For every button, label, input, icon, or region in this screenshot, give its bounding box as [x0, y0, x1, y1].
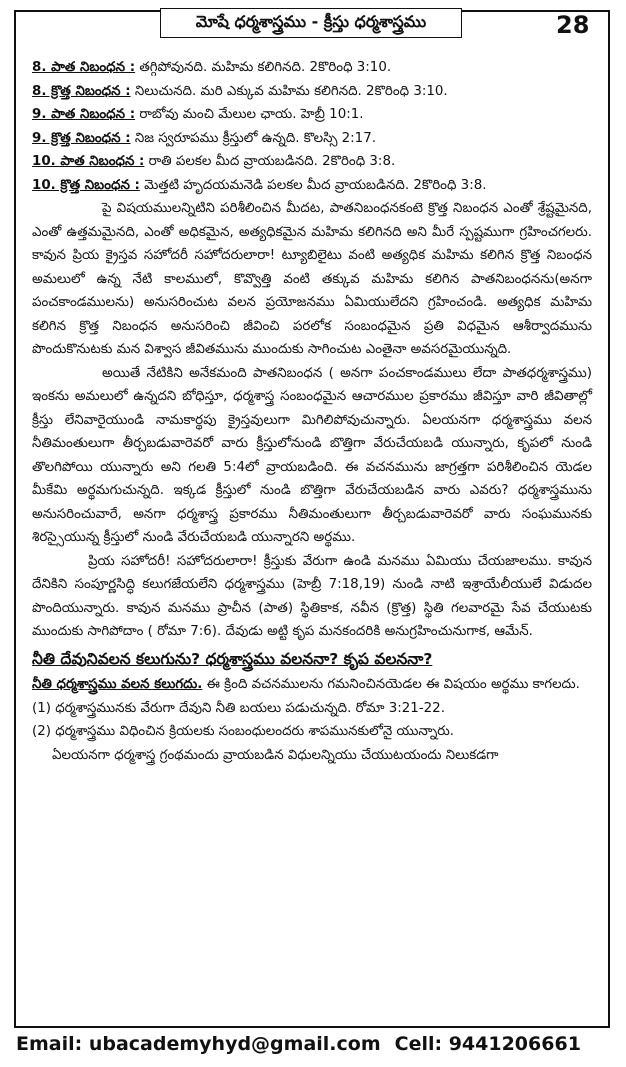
- page-header-title: మోషే ధర్మశాస్త్రము - క్రీస్తు ధర్మశాస్త్రము: [160, 8, 462, 38]
- page-content: [32, 56, 592, 767]
- footer-email: Email: ubacademyhyd@gmail.com: [16, 1033, 381, 1055]
- section-intro: [32, 673, 592, 697]
- continuation-line: ఏలయనగా ధర్మశాస్త్ర గ్రంథమందు వ్రాయబడిన విధులన్నియు చేయుటయందు నిలుకడగా: [52, 747, 499, 763]
- list-item: (1) ధర్మశాస్త్రమునకు వేరుగా దేవుని నీతి బయలు పడుచున్నది. రోమా 3:21-22.: [32, 700, 445, 716]
- ref-text: మెత్తటి హృదయమనెడి పలకల మీద వ్రాయబడినది. 2కొరింధి 3:8.: [139, 177, 487, 193]
- ref-text: రాతి పలకల మీద వ్రాయబడినది. 2కొరింధి 3:8.: [144, 154, 396, 169]
- ref-line: [32, 150, 592, 174]
- footer-cell: Cell: 9441206661: [394, 1033, 581, 1055]
- ref-text: తగ్గిపోవునది. మహిమ కలిగినది. 2కొరింధి 3:10.: [135, 60, 392, 75]
- ref-line: [32, 56, 592, 80]
- page-number: 28: [556, 11, 590, 39]
- ref-line: [32, 127, 592, 151]
- ref-label: 10. క్రొత్త నిబంధన :: [32, 177, 140, 193]
- ref-line: [32, 174, 592, 198]
- paragraph-old-covenant-followers: అయితే నేటికిని అనేకమంది పాతనిబంధన ( అనగా పంచకాండములు లేదా పాతధర్మశాస్త్రము) ఇంకను అమలులో ఉన్నదని బోధిస్తూ, ధర్మశాస్త్ర సంబంధమైన ఆచారముల ప్రకారము జీవిస్తూ వారి జీవితాల్లో క్రీస్తు లేనివారైయుండి నామకార్థపు క్రైస్తవులుగా మిగిలిపోవుచున్నారు. ఏలయనగా ధర్మశాస్త్రము వలన నీతిమంతులుగా తీర్చబడువారెవరో వారు క్రీస్తులోనుండి బొత్తిగా వేరుచేయబడి యున్నారు, కృపలో నుండి తొలగిపోయి యున్నారు అని గలతి 5:4లో వ్రాయబడింది. ఈ వచనమును జాగ్రత్తగా పరిశీలించిన యెడల మీకేమి అర్థమగుచున్నది. ఇక్కడ క్రీస్తులో నుండి బొత్తిగా వేరుచేయబడిన వారు ఎవరు? ధర్మశాస్త్రమును అనుసరించువారే, అనగా ధర్మశాస్త్ర ప్రకారము నీతిమంతులుగా తీర్చబడువారెవరో వారు సంఘమునకు శిరస్సైయున్న క్రీస్తులో నుండి వేరుచేయబడి యున్నారని అర్థము.: [32, 365, 592, 545]
- ref-text: నిజ స్వరూపము క్రీస్తులో ఉన్నది. కొలస్సి 2:17.: [130, 130, 376, 146]
- paragraph-new-covenant: పై విషయములన్నిటిని పరిశీలించిన మీదట, పాతనిబంధనకంటె క్రొత్త నిబంధన ఎంతో శ్రేష్టమైనది, ఎంతో ఉత్తమమైనది, ఎంతో అధికమైన, అత్యధికమైన మహిమ కలిగినది అని మీరే స్పష్టముగా గ్రహించగలరు. కావున ప్రియ క్రైస్తవ సహోదరీ సహోదరులారా! ట్యూబిలైటు వంటి అత్యధిక మహిమ కలిగిన క్రొత్త నిబంధన అమలులో ఉన్న నేటి కాలములో, కొవ్వొత్తి వంటి తక్కువ మహిమ కలిగిన పాతనిబంధనను(అనగా పంచకాండములను) అనుసరించుట వలన ప్రయోజనము ఏమియులేదని గ్రహించండి. అత్యధిక మహిమ కలిగిన క్రొత్త నిబంధన అనుసరించి జీవించి పరలోక సంబంధమైన ప్రతి విధమైన ఆశీర్వాదమును పొందుకొనుటకు మన విశ్వాస జీవితమును ముందుకు సాగించుట ఎంతైనా అవసరమైయున్నది.: [32, 201, 592, 357]
- section-heading: నీతి దేవునివలన కలుగును? ధర్మశాస్త్రము వలననా? కృప వలననా?: [32, 649, 433, 668]
- ref-label: 10. పాత నిబంధన :: [32, 154, 145, 169]
- ref-text: నిలుచునది. మరి ఎక్కువ మహిమ కలిగినది. 2కొరింధి 3:10.: [130, 83, 448, 99]
- section-intro-text: ఈ క్రింది వచనములను గమనించినయెడల ఈ విషయం అర్థము కాగలదు.: [202, 677, 580, 692]
- ref-label: 8. పాత నిబంధన :: [32, 60, 136, 75]
- page-footer: [16, 1033, 610, 1055]
- ref-line: [32, 80, 592, 104]
- list-item: (2) ధర్మశాస్త్రము విధించిన క్రియలకు సంబంధులందరు శాపమునకులోనై యున్నారు.: [32, 724, 455, 739]
- ref-line: [32, 103, 592, 127]
- ref-label: 8. క్రొత్త నిబంధన :: [32, 83, 131, 99]
- ref-label: 9. పాత నిబంధన :: [32, 107, 136, 122]
- paragraph-exhortation: ప్రియ సహోదరీ! సహోదరులారా! క్రీస్తుకు వేరుగా ఉండి మనము ఏమియు చేయజాలము. కావున దేనికిని సంపూర్ణసిద్ధి కలుగజేయలేని ధర్మశాస్త్రము (హెబ్రీ 7:18,19) నుండి నాటి ఇశ్రాయేలీయులే విడుదల పొందియున్నారు. కావున మనము ప్రాచీన (పాత) స్థితికాక, నవీన (క్రొత్త) స్థితి గలవారమై సేవ చేయుటకు ముందుకు సాగిపోదాం ( రోమా 7:6). దేవుడు అట్టి కృప మనకందరికి అనుగ్రహించునుగాక, ఆమేన్.: [32, 553, 592, 639]
- ref-text: రాబోవు మంచి మేలుల ఛాయ. హెబ్రీ 10:1.: [135, 107, 364, 122]
- section-subhead: నీతి ధర్మశాస్త్రము వలన కలుగదు.: [32, 677, 203, 692]
- ref-label: 9. క్రొత్త నిబంధన :: [32, 130, 131, 146]
